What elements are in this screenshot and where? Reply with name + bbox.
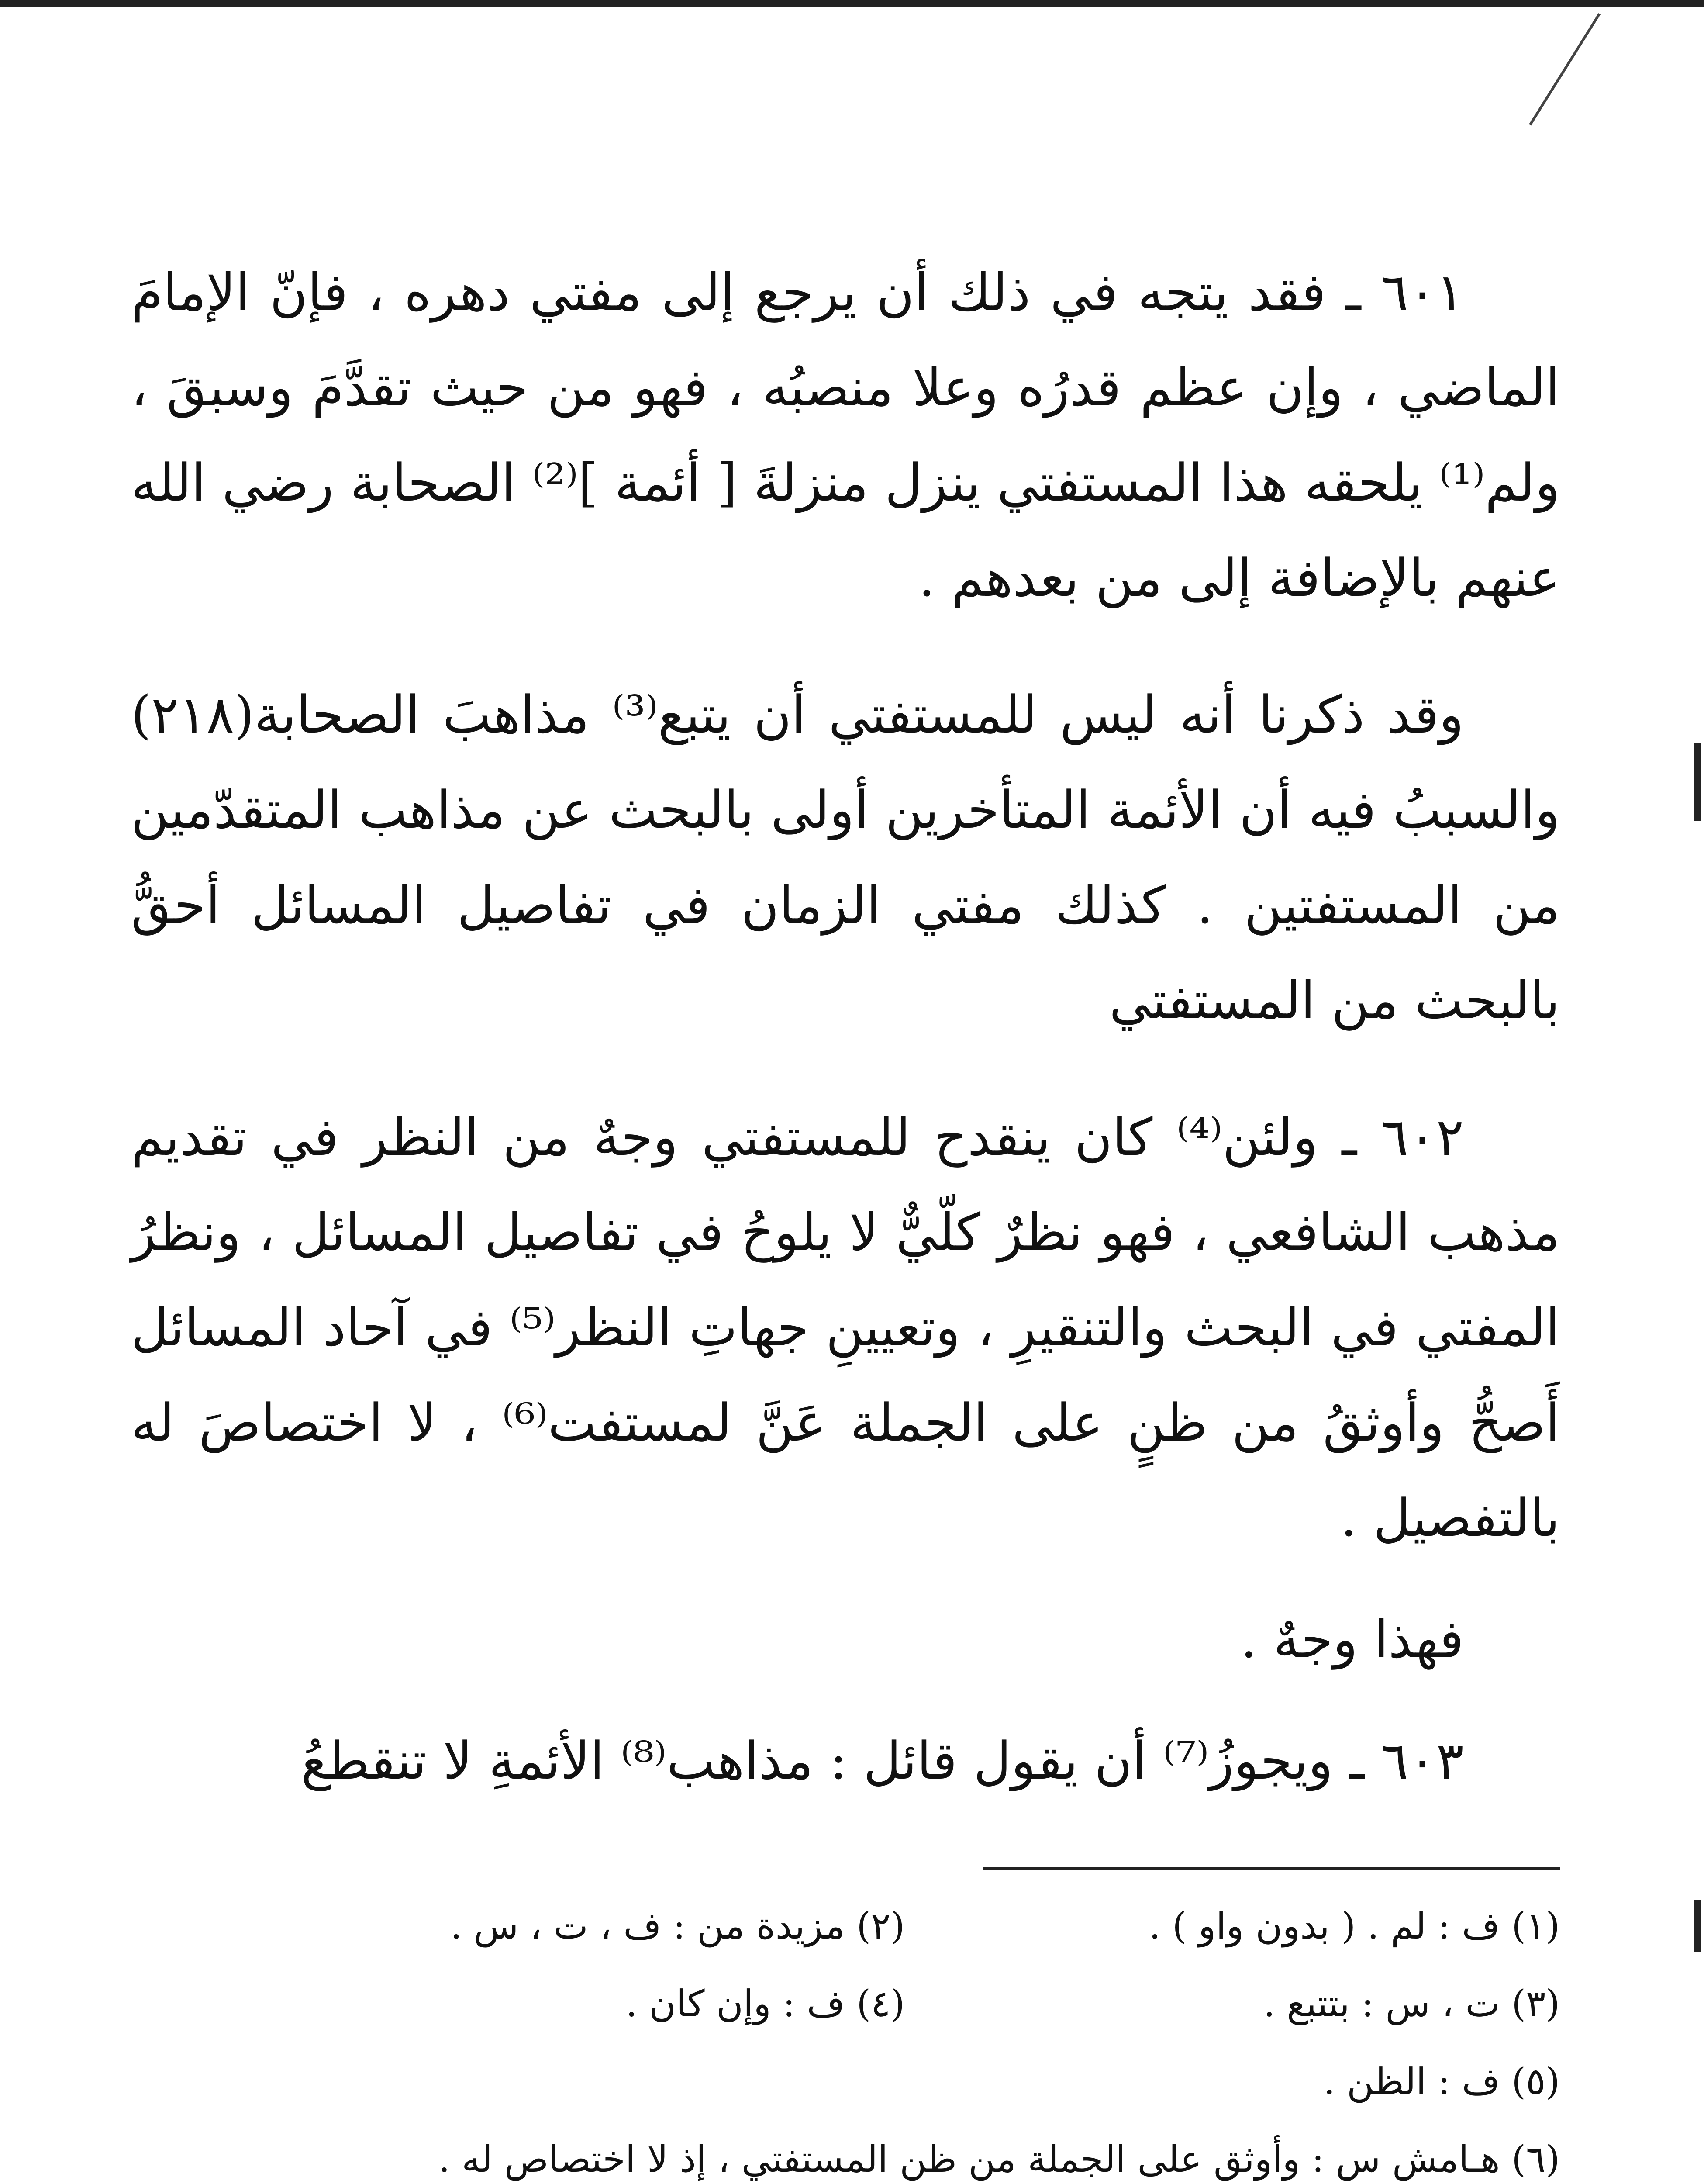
paragraph-603: ٦٠٣ ـ ويجوزُ⁽⁷⁾ أن يقول قائل : مذاهب⁽⁸⁾ الأئمةِ لا تنقطعُ [301,1731,1464,1791]
scan-corner-mark [1529,13,1601,126]
footnote-6: (٦) هـامش س : وأوثق على الجملة من ظن المستفتي ، إذ لا اختصاص له . [438,2138,1560,2181]
paragraph-602: ٦٠٢ ـ ولئن⁽⁴⁾ كان ينقدح للمستفتي وجهٌ من النظر في تقديم مذهب الشافعي ، فهو نظرٌ كلّيٌّ لا يلوحُ في تفاصيل المسائل ، ونظرُ المفتي في البحث والتنقيرِ ، وتعيينِ جهاتِ النظر⁽⁵⁾ في آحاد المسائل أَصحُّ وأوثقُ من ظنٍ على الجملة عَنَّ لمستفت⁽⁶⁾ ، لا اختصاصَ له بالتفصيل . [131,1107,1560,1548]
main-text [131,245,1560,1850]
paragraph-602-conclusion: فهذا وجهٌ . [1240,1609,1464,1669]
footnotes [131,1887,1560,2184]
footnote-2: (٢) مزيدة من : ف ، ت ، س . [450,1904,905,1947]
scan-right-edge-mark [1694,743,1701,821]
footnote-4: (٤) ف : وإن كان . [625,1982,905,2025]
scan-right-edge-mark [1694,1900,1701,1952]
scan-top-border [0,0,1704,7]
footnote-separator [983,1867,1560,1870]
paragraph-601-continued: وقد ذكرنا أنه ليس للمستفتي أن يتبع⁽³⁾ مذاهبَ الصحابة(٢١٨) والسببُ فيه أن الأئمة المتأخرين أولى بالبحث عن مذاهب المتقدّمين من المستفتين . كذلك مفتي الزمان في تفاصيل المسائل أحقُّ بالبحث من المستفتي [131,684,1560,1030]
footnote-row [131,1965,1560,2042]
footnote-1: (١) ف : لم . ( بدون واو ) . [1149,1904,1560,1947]
paragraph-601: ٦٠١ ـ فقد يتجه في ذلك أن يرجع إلى مفتي دهره ، فإنّ الإمامَ الماضي ، وإن عظم قدرُه وعلا منصبُه ، فهو من حيث تقدَّمَ وسبقَ ، ولم⁽¹⁾ يلحقه هذا المستفتي ينزل منزلةَ [ أئمة ]⁽²⁾ الصحابة رضي الله عنهم بالإضافة إلى من بعدهم . [131,262,1560,608]
footnote-row [131,1887,1560,1965]
footnote-5: (٥) ف : الظن . [1323,2060,1560,2103]
footnote-3: (٣) ت ، س : بتتبع . [1263,1982,1560,2025]
